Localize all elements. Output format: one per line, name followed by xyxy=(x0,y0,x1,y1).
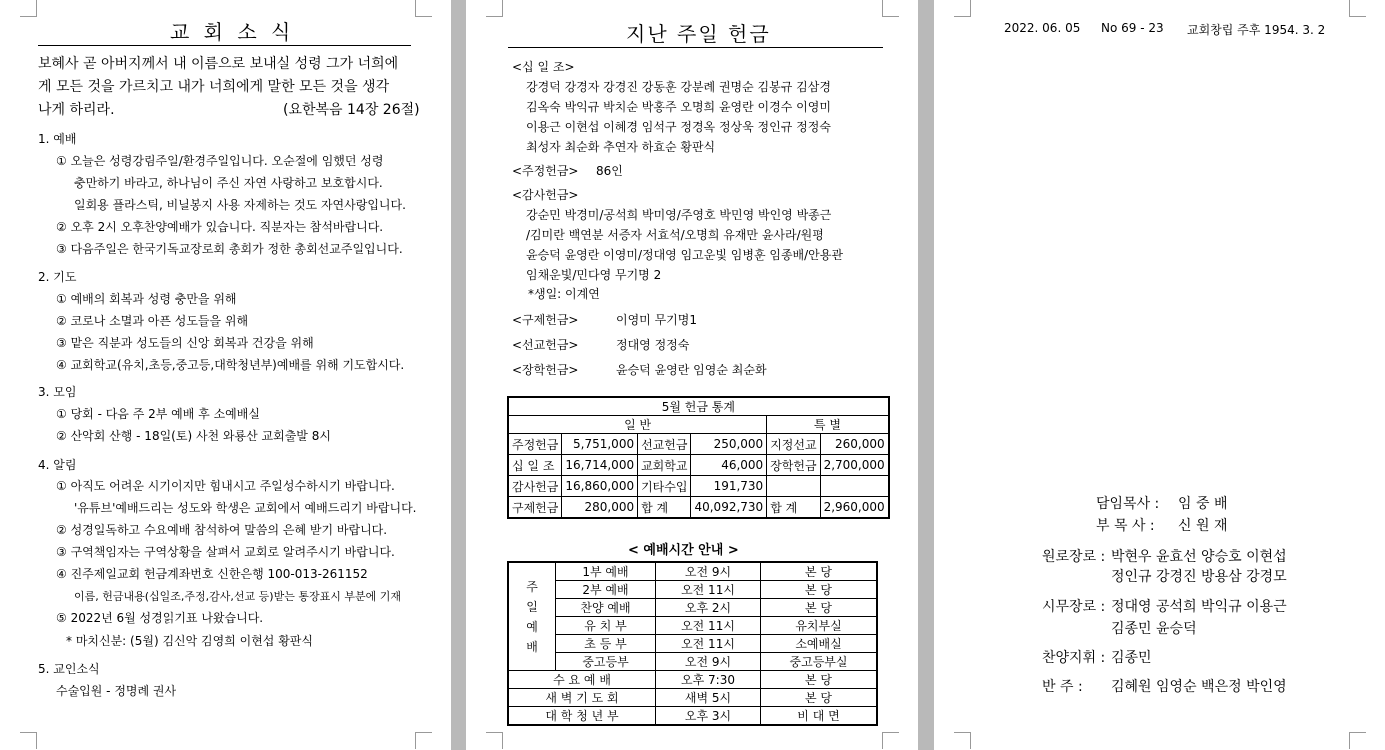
list-item: ② 오후 2시 오후찬양예배가 있습니다. 직분자는 참석바랍니다. xyxy=(56,220,384,234)
table-row xyxy=(508,653,877,671)
table-cell xyxy=(767,476,820,497)
staff-role: 찬양지휘 : xyxy=(1042,650,1106,666)
label-char: 일 xyxy=(526,599,538,614)
tithe-label: <십 일 조> xyxy=(512,60,575,74)
table-row xyxy=(508,617,877,635)
table-row xyxy=(508,599,877,617)
table-cell: 260,000 xyxy=(820,434,889,455)
table-cell: 본 당 xyxy=(761,671,878,689)
table-row xyxy=(508,476,889,497)
table-cell: 2부 예배 xyxy=(556,581,656,599)
section-heading: 1. 예배 xyxy=(38,132,77,146)
table-cell: 오전 11시 xyxy=(656,581,761,599)
table-cell: 중고등부 xyxy=(556,653,656,671)
crop-mark xyxy=(1349,0,1366,17)
sunday-worship-label xyxy=(508,562,556,671)
table-row xyxy=(508,562,877,581)
staff-names: 정인규 강경진 방용삼 강경모 xyxy=(1111,569,1287,585)
thanks-label: <감사헌금> xyxy=(512,188,579,202)
table-cell: 본 당 xyxy=(761,689,878,707)
list-item: 이름, 헌금내용(십일조,주정,감사,선교 등)받는 통장표시 부분에 기재 xyxy=(74,590,401,603)
list-item: ① 예배의 회복과 성령 충만을 위해 xyxy=(56,292,237,306)
table-cell: 오후 7:30 xyxy=(656,671,761,689)
staff-role: 부 목 사 : xyxy=(1096,518,1155,534)
table-cell: 40,092,730 xyxy=(691,497,767,519)
crop-mark xyxy=(415,732,432,749)
relief-label: <구제헌금> xyxy=(512,313,579,327)
relief-names: 이영미 무기명1 xyxy=(616,313,698,327)
table-cell: 오전 11시 xyxy=(656,635,761,653)
table-cell: 280,000 xyxy=(562,497,638,519)
table-row xyxy=(508,671,877,689)
list-item: ③ 맡은 직분과 성도들의 신앙 회복과 건강을 위해 xyxy=(56,336,314,350)
list-item: ③ 다음주일은 한국기독교장로회 총회가 정한 총회선교주일입니다. xyxy=(56,242,403,256)
section-heading: 5. 교인소식 xyxy=(38,662,100,676)
table-cell: 비 대 면 xyxy=(761,707,878,726)
table-row xyxy=(508,434,889,455)
table-title: 5월 헌금 통계 xyxy=(508,397,889,416)
crop-mark xyxy=(415,0,432,17)
worship-schedule-title: < 예배시간 안내 > xyxy=(628,543,739,558)
table-cell: 오전 9시 xyxy=(656,562,761,581)
table-cell: 오후 2시 xyxy=(656,599,761,617)
label-char: 배 xyxy=(526,639,538,654)
church-founded: 교회창립 주후 1954. 3. 2 xyxy=(1187,23,1326,37)
table-cell: 구제헌금 xyxy=(508,497,562,519)
table-cell: 감사헌금 xyxy=(508,476,562,497)
page-bulletin-cover xyxy=(934,0,1385,750)
list-item: '유튜브'예배드리는 성도와 학생은 교회에서 예배드리기 바랍니다. xyxy=(74,501,417,515)
table-cell: 중고등부실 xyxy=(761,653,878,671)
staff-role: 반 주 : xyxy=(1042,679,1083,695)
table-cell: 5,751,000 xyxy=(562,434,638,455)
list-item: * 마치신분: (5월) 김신악 김영희 이현섭 황판식 xyxy=(66,634,313,648)
mission-label: <선교헌금> xyxy=(512,338,579,352)
section-heading: 4. 알림 xyxy=(38,458,77,472)
table-row xyxy=(508,689,877,707)
list-item: ① 아직도 어려운 시기이지만 힘내시고 주일성수하시기 바랍니다. xyxy=(56,479,395,493)
name-line: 강경덕 강경자 강경진 강동훈 강분례 권명순 김봉규 김삼경 xyxy=(526,80,831,94)
table-cell: 2,960,000 xyxy=(820,497,889,519)
staff-names: 신 원 재 xyxy=(1178,518,1228,534)
list-item: ① 오늘은 성령강림주일/환경주일입니다. 오순절에 임했던 성령 xyxy=(56,154,384,168)
table-cell: 십 일 조 xyxy=(508,455,562,476)
table-cell: 본 당 xyxy=(761,581,878,599)
table-cell: 합 계 xyxy=(767,497,820,519)
list-item: 수술입원 - 정명례 권사 xyxy=(56,684,177,698)
table-cell: 오전 11시 xyxy=(656,617,761,635)
crop-mark xyxy=(20,732,37,749)
staff-role: 담임목사 : xyxy=(1096,496,1160,512)
page-title: 지난 주일 헌금 xyxy=(626,22,771,46)
crop-mark xyxy=(1349,732,1366,749)
list-item: ② 코로나 소멸과 아픈 성도들을 위해 xyxy=(56,314,249,328)
table-cell: 유 치 부 xyxy=(556,617,656,635)
crop-mark xyxy=(20,0,37,17)
table-cell: 16,860,000 xyxy=(562,476,638,497)
table-row xyxy=(508,455,889,476)
table-cell: 오전 9시 xyxy=(656,653,761,671)
crop-mark xyxy=(882,732,899,749)
table-cell: 합 계 xyxy=(638,497,691,519)
name-line: 임채운빛/민다영 무기명 2 xyxy=(526,268,662,282)
scholar-names: 윤승덕 윤영란 임영순 최순화 xyxy=(616,363,767,377)
table-cell: 16,714,000 xyxy=(562,455,638,476)
table-row xyxy=(508,635,877,653)
table-cell: 기타수입 xyxy=(638,476,691,497)
crop-mark xyxy=(954,0,971,17)
staff-names: 김종민 xyxy=(1111,650,1152,666)
section-heading: 3. 모임 xyxy=(38,385,77,399)
mission-names: 정대영 정정숙 xyxy=(616,338,690,352)
table-cell: 191,730 xyxy=(691,476,767,497)
verse-reference: (요한복음 14장 26절) xyxy=(283,102,420,118)
birthday-note: *생일: 이계연 xyxy=(528,287,600,301)
crop-mark xyxy=(882,0,899,17)
table-cell: 지정선교 xyxy=(767,434,820,455)
staff-names: 김종민 윤승덕 xyxy=(1111,621,1197,637)
name-line: 강순민 박경미/공석희 박미영/주영호 박민영 박인영 박종근 xyxy=(526,208,832,222)
verse-line: 나게 하리라. xyxy=(38,102,115,118)
list-item: ② 산악회 산행 - 18일(토) 사천 와룡산 교회출발 8시 xyxy=(56,429,331,443)
list-item: ④ 교회학교(유치,초등,중고등,대학청년부)예배를 위해 기도합시다. xyxy=(56,358,405,372)
table-cell: 2,700,000 xyxy=(820,455,889,476)
name-line: 이용근 이현섭 이혜경 임석구 정경옥 정상욱 정인규 정정숙 xyxy=(526,120,831,134)
table-cell: 선교헌금 xyxy=(638,434,691,455)
table-cell: 교회학교 xyxy=(638,455,691,476)
divider xyxy=(508,47,883,48)
crop-mark xyxy=(486,732,503,749)
label-char: 예 xyxy=(526,619,538,634)
page-offering xyxy=(466,0,918,750)
table-cell: 찬양 예배 xyxy=(556,599,656,617)
list-item: ⑤ 2022년 6월 성경읽기표 나왔습니다. xyxy=(56,611,264,625)
table-row xyxy=(508,581,877,599)
crop-mark xyxy=(954,732,971,749)
issue-number: No 69 - 23 xyxy=(1101,21,1164,35)
weekly-count: 86인 xyxy=(596,164,623,178)
staff-role: 시무장로 : xyxy=(1042,599,1106,615)
column-header: 일 반 xyxy=(508,416,767,434)
list-item: ③ 구역책임자는 구역상황을 살펴서 교회로 알려주시기 바랍니다. xyxy=(56,545,395,559)
list-item: ④ 진주제일교회 헌금계좌번호 신한은행 100-013-261152 xyxy=(56,567,368,581)
table-cell: 주정헌금 xyxy=(508,434,562,455)
table-cell: 대 학 청 년 부 xyxy=(508,707,656,726)
divider xyxy=(38,45,411,46)
verse-line: 보혜사 곧 아버지께서 내 이름으로 보내실 성령 그가 너희에 xyxy=(38,56,399,72)
table-cell: 새 벽 기 도 회 xyxy=(508,689,656,707)
staff-names: 박현우 윤효선 양승호 이현섭 xyxy=(1111,549,1287,565)
table-cell: 본 당 xyxy=(761,599,878,617)
table-row xyxy=(508,707,877,726)
section-heading: 2. 기도 xyxy=(38,270,77,284)
table-cell: 장학헌금 xyxy=(767,455,820,476)
staff-names: 임 중 배 xyxy=(1178,496,1228,512)
issue-date: 2022. 06. 05 xyxy=(1004,21,1081,35)
column-header: 특 별 xyxy=(767,416,889,434)
list-item: 충만하기 바라고, 하나님이 주신 자연 사랑하고 보호합시다. xyxy=(74,176,383,190)
may-offering-stats-table xyxy=(507,396,890,519)
weekly-label: <주정헌금> xyxy=(512,164,579,178)
list-item: 일회용 플라스틱, 비닐봉지 사용 자제하는 것도 자연사랑입니다. xyxy=(74,198,406,212)
list-item: ② 성경일독하고 수요예배 참석하여 말씀의 은혜 받기 바랍니다. xyxy=(56,523,388,537)
table-cell: 46,000 xyxy=(691,455,767,476)
staff-names: 김혜원 임영순 백은정 박인영 xyxy=(1111,679,1287,695)
label-char: 주 xyxy=(526,579,538,594)
name-line: /김미란 백연분 서증자 서효석/오명희 유재만 윤사라/원평 xyxy=(526,228,824,242)
name-line: 윤승덕 윤영란 이영미/정대영 임고운빛 임병훈 임종배/안용관 xyxy=(526,248,843,262)
table-cell: 소예배실 xyxy=(761,635,878,653)
scholar-label: <장학헌금> xyxy=(512,363,579,377)
table-cell: 유치부실 xyxy=(761,617,878,635)
page-title: 교 회 소 식 xyxy=(170,20,295,44)
table-cell: 250,000 xyxy=(691,434,767,455)
table-cell: 초 등 부 xyxy=(556,635,656,653)
verse-line: 게 모든 것을 가르치고 내가 너희에게 말한 모든 것을 생각 xyxy=(38,79,390,95)
table-cell xyxy=(820,476,889,497)
table-cell: 새벽 5시 xyxy=(656,689,761,707)
list-item: ① 당회 - 다음 주 2부 예배 후 소예배실 xyxy=(56,407,260,421)
table-cell: 오후 3시 xyxy=(656,707,761,726)
staff-names: 정대영 공석희 박익규 이용근 xyxy=(1111,599,1287,615)
staff-role: 원로장로 : xyxy=(1042,549,1106,565)
crop-mark xyxy=(486,0,503,17)
worship-schedule-table xyxy=(507,561,878,726)
table-row xyxy=(508,497,889,519)
name-line: 최성자 최순화 추연자 하효순 황판식 xyxy=(526,140,716,154)
name-line: 김옥숙 박익규 박치순 박홍주 오명희 윤영란 이경수 이영미 xyxy=(526,100,831,114)
table-cell: 1부 예배 xyxy=(556,562,656,581)
table-cell: 수 요 예 배 xyxy=(508,671,656,689)
page-church-news xyxy=(0,0,451,750)
table-cell: 본 당 xyxy=(761,562,878,581)
